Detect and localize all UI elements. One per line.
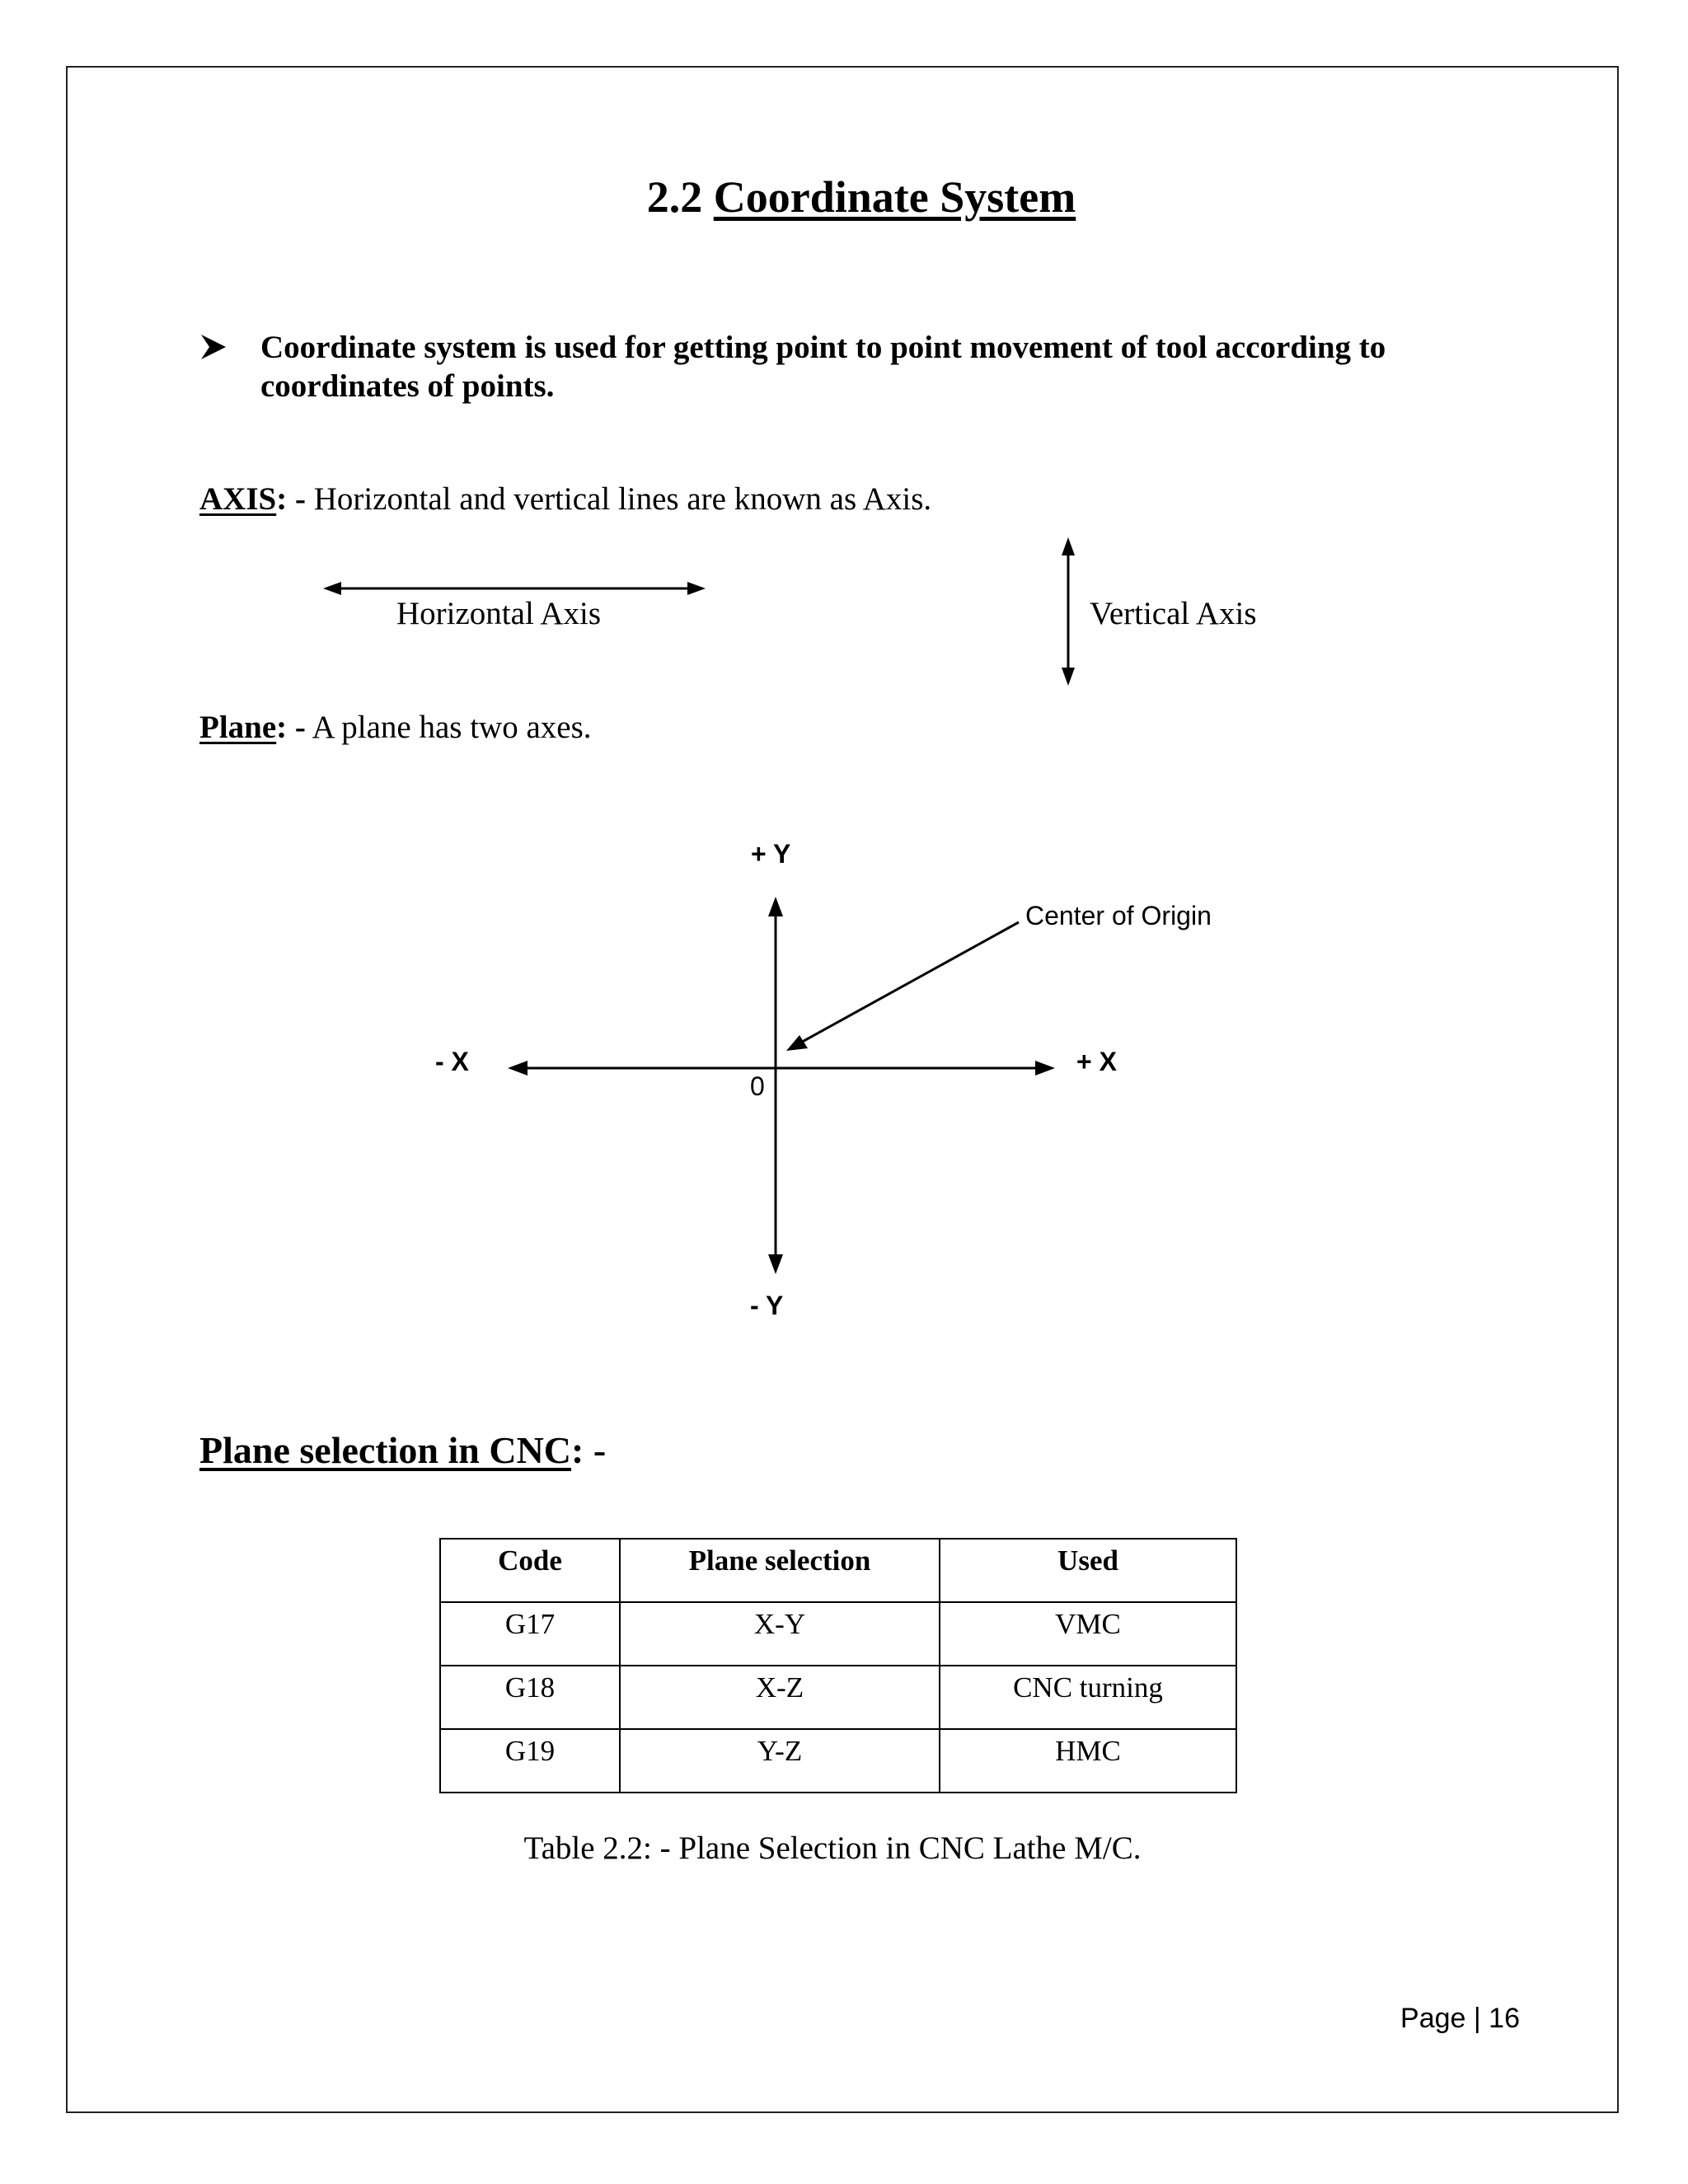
plane-separator: : - [276, 710, 306, 745]
axis-separator: : - [276, 481, 306, 517]
origin-callout-arrow [786, 922, 1019, 1051]
vertical-axis-label: Vertical Axis [1090, 596, 1257, 631]
table-header-used: Used [940, 1539, 1236, 1602]
page-number: Page | 16 [1400, 2003, 1520, 2034]
plane-selection-table [439, 1538, 1237, 1793]
table-row [440, 1729, 1236, 1793]
title-number: 2.2 [646, 172, 703, 222]
horizontal-axis-label: Horizontal Axis [396, 596, 602, 631]
table-cell: VMC [940, 1602, 1236, 1666]
table-cell: X-Z [620, 1666, 940, 1729]
table-cell: HMC [940, 1729, 1236, 1793]
table-row [440, 1602, 1236, 1666]
table-cell: CNC turning [940, 1666, 1236, 1729]
bullet-text: Coordinate system is used for getting point to point movement of tool according to coordinates of points. [260, 330, 1386, 404]
section-heading-suffix: : - [571, 1429, 607, 1471]
plus-x-label: + X [1076, 1047, 1117, 1076]
section-heading-label: Plane selection in CNC [199, 1429, 572, 1471]
title-text: Coordinate System [713, 172, 1076, 222]
vertical-axis-arrow [1062, 537, 1075, 686]
table-cell: G19 [440, 1729, 620, 1793]
table-cell: G17 [440, 1602, 620, 1666]
minus-x-label: - X [435, 1047, 469, 1076]
table-row [440, 1666, 1236, 1729]
plane-label: Plane [199, 710, 277, 745]
table-caption: Table 2.2: - Plane Selection in CNC Lathe M/C. [523, 1830, 1142, 1866]
table-cell: G18 [440, 1666, 620, 1729]
plane-definition [199, 709, 592, 746]
center-of-origin-label: Center of Origin [1025, 901, 1212, 930]
table-header-row [440, 1539, 1236, 1602]
table-cell: X-Y [620, 1602, 940, 1666]
y-axis-line [768, 897, 783, 1274]
axis-definition-text: Horizontal and vertical lines are known as Axis. [305, 481, 932, 517]
minus-y-label: - Y [750, 1291, 784, 1320]
origin-label: 0 [750, 1071, 765, 1101]
section-heading [199, 1428, 606, 1472]
table-header-plane: Plane selection [620, 1539, 940, 1602]
horizontal-axis-arrow [323, 582, 706, 595]
table-header-code: Code [440, 1539, 620, 1602]
plus-y-label: + Y [751, 839, 791, 869]
axis-label: AXIS [199, 481, 277, 517]
plane-definition-text: A plane has two axes. [305, 710, 592, 745]
table-cell: Y-Z [620, 1729, 940, 1793]
x-axis-line [508, 1061, 1055, 1076]
